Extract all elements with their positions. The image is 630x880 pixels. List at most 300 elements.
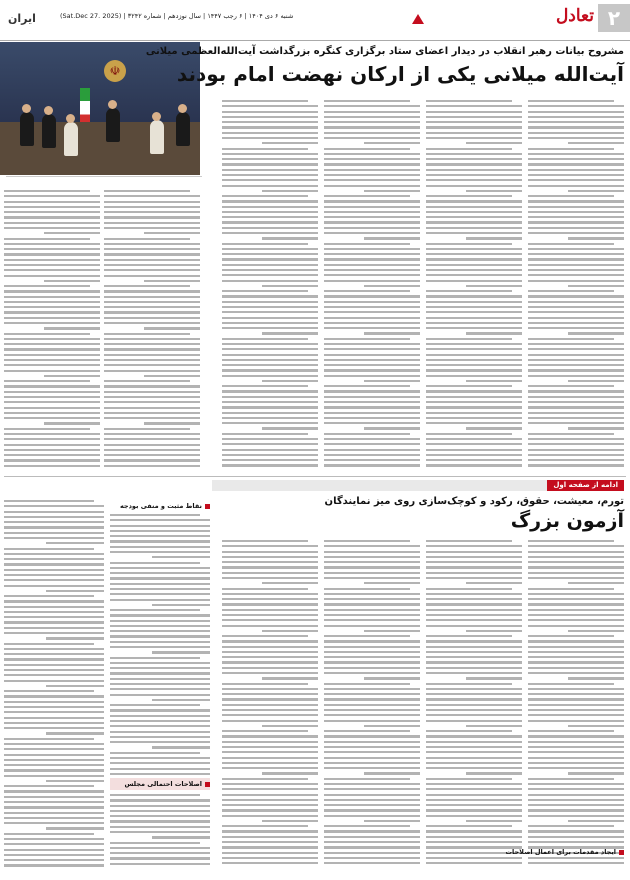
text-line bbox=[324, 243, 410, 245]
text-line bbox=[104, 253, 200, 255]
text-line bbox=[528, 369, 624, 371]
text-line bbox=[222, 206, 318, 208]
text-line bbox=[528, 443, 624, 445]
text-line bbox=[222, 433, 308, 435]
second-body-col-1 bbox=[528, 540, 624, 874]
text-line bbox=[222, 364, 318, 366]
text-line bbox=[110, 762, 210, 764]
text-line bbox=[426, 311, 522, 313]
text-line bbox=[324, 290, 410, 292]
text-line bbox=[426, 179, 522, 181]
text-line bbox=[324, 778, 410, 780]
text-line bbox=[528, 762, 624, 764]
text-line bbox=[528, 269, 624, 271]
text-line bbox=[4, 717, 104, 719]
text-line bbox=[222, 438, 318, 440]
text-line bbox=[110, 736, 210, 738]
text-line bbox=[528, 195, 614, 197]
text-line bbox=[4, 396, 100, 398]
text-line bbox=[324, 369, 420, 371]
text-line bbox=[4, 391, 100, 393]
text-line bbox=[4, 574, 104, 576]
text-line bbox=[466, 772, 522, 774]
text-line bbox=[222, 301, 318, 303]
emblem-icon: ☫ bbox=[104, 60, 126, 82]
text-line bbox=[528, 683, 614, 685]
text-line bbox=[324, 735, 420, 737]
text-line bbox=[528, 105, 624, 107]
text-line bbox=[528, 232, 624, 234]
text-line bbox=[110, 863, 210, 865]
text-line bbox=[222, 348, 318, 350]
text-line bbox=[466, 142, 522, 144]
text-line bbox=[262, 380, 318, 382]
text-line bbox=[324, 301, 420, 303]
text-line bbox=[110, 847, 210, 849]
text-line bbox=[364, 285, 420, 287]
text-line bbox=[324, 545, 420, 547]
text-line bbox=[426, 746, 522, 748]
text-line bbox=[104, 359, 200, 361]
text-line bbox=[110, 810, 210, 812]
text-line bbox=[222, 693, 318, 695]
text-line bbox=[110, 741, 210, 743]
text-line bbox=[528, 704, 624, 706]
text-line bbox=[222, 248, 318, 250]
text-line bbox=[528, 185, 624, 187]
text-line bbox=[426, 385, 512, 387]
text-line bbox=[528, 422, 624, 424]
text-line bbox=[568, 582, 624, 584]
text-line bbox=[426, 741, 522, 743]
text-line bbox=[426, 767, 522, 769]
text-line bbox=[152, 604, 210, 606]
text-line bbox=[4, 701, 104, 703]
text-line bbox=[528, 280, 624, 282]
text-line bbox=[324, 635, 410, 637]
text-line bbox=[324, 211, 420, 213]
text-line bbox=[4, 585, 104, 587]
text-line bbox=[222, 116, 318, 118]
text-line bbox=[528, 825, 614, 827]
text-line bbox=[426, 588, 512, 590]
text-line bbox=[4, 537, 104, 539]
separator bbox=[4, 476, 626, 477]
text-line bbox=[324, 148, 410, 150]
text-line bbox=[426, 640, 522, 642]
text-line bbox=[4, 743, 104, 745]
text-line bbox=[4, 711, 104, 713]
text-line bbox=[528, 137, 624, 139]
text-line bbox=[528, 661, 624, 663]
text-line bbox=[262, 237, 318, 239]
text-line bbox=[110, 609, 200, 611]
text-line bbox=[324, 185, 420, 187]
text-line bbox=[4, 658, 104, 660]
text-line bbox=[426, 704, 522, 706]
text-line bbox=[4, 759, 104, 761]
text-line bbox=[528, 327, 624, 329]
text-line bbox=[4, 311, 100, 313]
text-line bbox=[4, 806, 104, 808]
text-line bbox=[222, 111, 318, 113]
text-line bbox=[426, 762, 522, 764]
text-line bbox=[324, 253, 420, 255]
text-line bbox=[324, 158, 420, 160]
text-line bbox=[324, 396, 420, 398]
text-line bbox=[4, 595, 94, 597]
text-line bbox=[4, 643, 94, 645]
text-line bbox=[528, 841, 624, 843]
second-body-col-5 bbox=[110, 500, 210, 874]
text-line bbox=[4, 664, 104, 666]
text-line bbox=[528, 556, 624, 558]
text-line bbox=[110, 826, 210, 828]
text-line bbox=[4, 433, 100, 435]
text-line bbox=[222, 369, 318, 371]
text-line bbox=[222, 551, 318, 553]
text-line bbox=[104, 385, 200, 387]
text-line bbox=[4, 632, 104, 634]
text-line bbox=[222, 137, 318, 139]
text-line bbox=[528, 206, 624, 208]
text-line bbox=[324, 121, 420, 123]
text-line bbox=[426, 720, 522, 722]
text-line bbox=[528, 401, 624, 403]
lead-headline: آیت‌الله میلانی یکی از ارکان نهضت امام بودند bbox=[176, 62, 624, 86]
text-line bbox=[104, 264, 200, 266]
text-line bbox=[222, 449, 318, 451]
text-line bbox=[4, 333, 90, 335]
text-line bbox=[324, 359, 420, 361]
text-line bbox=[426, 438, 522, 440]
text-line bbox=[426, 698, 522, 700]
text-line bbox=[426, 348, 522, 350]
text-line bbox=[528, 688, 624, 690]
text-line bbox=[426, 693, 522, 695]
text-line bbox=[324, 295, 420, 297]
text-line bbox=[222, 264, 318, 266]
text-line bbox=[4, 407, 100, 409]
text-line bbox=[324, 375, 420, 377]
text-line bbox=[222, 625, 318, 627]
text-line bbox=[104, 428, 190, 430]
text-line bbox=[104, 211, 200, 213]
text-line bbox=[222, 635, 308, 637]
second-kicker: تورم، معیشت، حقوق، رکود و کوچک‌سازی روی میز نمایندگان bbox=[324, 496, 624, 507]
text-line bbox=[426, 646, 522, 648]
text-line bbox=[528, 656, 624, 658]
text-line bbox=[324, 449, 420, 451]
text-line bbox=[324, 836, 420, 838]
text-line bbox=[568, 142, 624, 144]
text-line bbox=[104, 317, 200, 319]
text-line bbox=[222, 401, 318, 403]
text-line bbox=[4, 738, 94, 740]
text-line bbox=[4, 569, 104, 571]
text-line bbox=[4, 516, 104, 518]
text-line bbox=[426, 809, 522, 811]
text-line bbox=[222, 406, 318, 408]
text-line bbox=[4, 648, 104, 650]
text-line bbox=[222, 709, 318, 711]
text-line bbox=[222, 126, 318, 128]
text-line bbox=[104, 216, 200, 218]
text-line bbox=[528, 788, 624, 790]
subhead-text: ایجاد مقدمات برای اعمال اصلاحات bbox=[505, 848, 616, 856]
text-line bbox=[528, 417, 624, 419]
text-line bbox=[222, 741, 318, 743]
text-line bbox=[222, 836, 318, 838]
text-line bbox=[222, 443, 318, 445]
text-line bbox=[528, 667, 624, 669]
text-line bbox=[4, 859, 104, 861]
text-line bbox=[4, 785, 94, 787]
text-line bbox=[4, 627, 104, 629]
text-line bbox=[4, 459, 100, 461]
text-line bbox=[144, 327, 200, 329]
text-line bbox=[4, 370, 100, 372]
text-line bbox=[324, 317, 420, 319]
text-line bbox=[152, 556, 210, 558]
text-line bbox=[324, 572, 420, 574]
text-line bbox=[4, 669, 104, 671]
text-line bbox=[4, 301, 100, 303]
text-line bbox=[324, 661, 420, 663]
text-line bbox=[528, 248, 624, 250]
text-line bbox=[324, 417, 420, 419]
text-line bbox=[222, 661, 318, 663]
text-line bbox=[426, 656, 522, 658]
text-line bbox=[222, 422, 318, 424]
text-line bbox=[426, 221, 522, 223]
text-line bbox=[4, 401, 100, 403]
text-line bbox=[110, 773, 210, 775]
text-line bbox=[46, 542, 104, 544]
text-line bbox=[110, 641, 210, 643]
text-line bbox=[4, 849, 104, 851]
text-line bbox=[110, 540, 210, 542]
text-line bbox=[528, 804, 624, 806]
text-line bbox=[110, 593, 210, 595]
text-line bbox=[222, 295, 318, 297]
text-line bbox=[222, 556, 318, 558]
text-line bbox=[110, 842, 200, 844]
text-line bbox=[528, 672, 624, 674]
text-line bbox=[528, 577, 624, 579]
text-line bbox=[426, 804, 522, 806]
text-line bbox=[4, 532, 104, 534]
text-line bbox=[4, 428, 90, 430]
text-line bbox=[324, 153, 420, 155]
text-line bbox=[4, 553, 104, 555]
text-line bbox=[528, 343, 624, 345]
text-line bbox=[568, 630, 624, 632]
text-line bbox=[426, 322, 522, 324]
text-line bbox=[4, 790, 104, 792]
text-line bbox=[4, 238, 90, 240]
text-line bbox=[324, 651, 420, 653]
text-line bbox=[104, 269, 200, 271]
text-line bbox=[222, 640, 318, 642]
text-line bbox=[324, 672, 420, 674]
text-line bbox=[426, 540, 512, 542]
text-line bbox=[222, 327, 318, 329]
text-line bbox=[528, 253, 624, 255]
text-line bbox=[364, 677, 420, 679]
text-line bbox=[426, 417, 522, 419]
subhead-budget-points bbox=[110, 502, 210, 510]
text-line bbox=[528, 625, 624, 627]
text-line bbox=[104, 348, 200, 350]
text-line bbox=[466, 427, 522, 429]
continued-bar bbox=[212, 480, 624, 491]
text-line bbox=[324, 683, 410, 685]
text-line bbox=[426, 369, 522, 371]
text-line bbox=[426, 751, 522, 753]
text-line bbox=[222, 762, 318, 764]
text-line bbox=[104, 195, 200, 197]
subhead-text: نقاط مثبت و منفی بودجه bbox=[119, 502, 202, 510]
text-line bbox=[4, 838, 104, 840]
text-line bbox=[4, 211, 100, 213]
text-line bbox=[426, 672, 522, 674]
text-line bbox=[426, 338, 512, 340]
text-line bbox=[4, 801, 104, 803]
text-line bbox=[222, 317, 318, 319]
text-line bbox=[426, 688, 522, 690]
text-line bbox=[222, 561, 318, 563]
text-line bbox=[110, 567, 210, 569]
text-line bbox=[528, 169, 624, 171]
text-line bbox=[4, 611, 104, 613]
text-line bbox=[426, 116, 522, 118]
second-body-col-2 bbox=[426, 540, 522, 874]
text-line bbox=[568, 285, 624, 287]
text-line bbox=[528, 720, 624, 722]
text-line bbox=[110, 709, 210, 711]
text-line bbox=[324, 714, 420, 716]
text-line bbox=[426, 667, 522, 669]
text-line bbox=[4, 201, 100, 203]
text-line bbox=[222, 200, 318, 202]
text-line bbox=[426, 566, 522, 568]
text-line bbox=[528, 794, 624, 796]
text-line bbox=[324, 354, 420, 356]
text-line bbox=[466, 380, 522, 382]
text-line bbox=[262, 427, 318, 429]
text-line bbox=[426, 464, 522, 466]
lead-body-col-3 bbox=[324, 100, 420, 472]
text-line bbox=[528, 693, 624, 695]
text-line bbox=[324, 825, 410, 827]
text-line bbox=[568, 380, 624, 382]
text-line bbox=[324, 551, 420, 553]
text-line bbox=[324, 767, 420, 769]
text-line bbox=[44, 375, 100, 377]
text-line bbox=[324, 556, 420, 558]
text-line bbox=[324, 799, 420, 801]
caption-rule bbox=[6, 176, 202, 185]
text-line bbox=[104, 259, 200, 261]
text-line bbox=[426, 422, 522, 424]
text-line bbox=[528, 561, 624, 563]
text-line bbox=[324, 454, 420, 456]
text-line bbox=[144, 375, 200, 377]
text-line bbox=[528, 449, 624, 451]
text-line bbox=[144, 422, 200, 424]
text-line bbox=[152, 651, 210, 653]
text-line bbox=[110, 630, 210, 632]
text-line bbox=[528, 809, 624, 811]
text-line bbox=[324, 280, 420, 282]
text-line bbox=[110, 704, 200, 706]
text-line bbox=[324, 206, 420, 208]
text-line bbox=[4, 190, 90, 192]
text-line bbox=[426, 661, 522, 663]
text-line bbox=[568, 820, 624, 822]
text-line bbox=[528, 290, 614, 292]
text-line bbox=[4, 680, 104, 682]
text-line bbox=[222, 322, 318, 324]
text-line bbox=[364, 190, 420, 192]
text-line bbox=[110, 562, 200, 564]
text-line bbox=[528, 148, 614, 150]
text-line bbox=[426, 274, 522, 276]
text-line bbox=[426, 295, 522, 297]
text-line bbox=[110, 815, 210, 817]
text-line bbox=[104, 206, 200, 208]
text-line bbox=[222, 311, 318, 313]
text-line bbox=[4, 243, 100, 245]
second-body-col-3 bbox=[324, 540, 420, 874]
text-line bbox=[426, 609, 522, 611]
text-line bbox=[426, 614, 522, 616]
text-line bbox=[426, 105, 522, 107]
text-line bbox=[426, 709, 522, 711]
text-line bbox=[110, 530, 210, 532]
text-line bbox=[104, 449, 200, 451]
text-line bbox=[4, 796, 104, 798]
text-line bbox=[110, 683, 210, 685]
text-line bbox=[426, 635, 512, 637]
text-line bbox=[426, 778, 512, 780]
text-line bbox=[4, 338, 100, 340]
text-line bbox=[426, 561, 522, 563]
text-line bbox=[222, 683, 308, 685]
text-line bbox=[324, 846, 420, 848]
text-line bbox=[426, 830, 522, 832]
text-line bbox=[104, 438, 200, 440]
text-line bbox=[4, 248, 100, 250]
text-line bbox=[324, 741, 420, 743]
text-line bbox=[426, 264, 522, 266]
text-line bbox=[426, 317, 522, 319]
text-line bbox=[222, 566, 318, 568]
text-line bbox=[528, 551, 624, 553]
text-line bbox=[528, 174, 624, 176]
text-line bbox=[222, 243, 308, 245]
text-line bbox=[324, 830, 420, 832]
text-line bbox=[528, 200, 624, 202]
text-line bbox=[222, 767, 318, 769]
text-line bbox=[528, 572, 624, 574]
text-line bbox=[324, 852, 420, 854]
text-line bbox=[324, 640, 420, 642]
text-line bbox=[4, 216, 100, 218]
text-line bbox=[426, 253, 522, 255]
text-line bbox=[110, 857, 210, 859]
